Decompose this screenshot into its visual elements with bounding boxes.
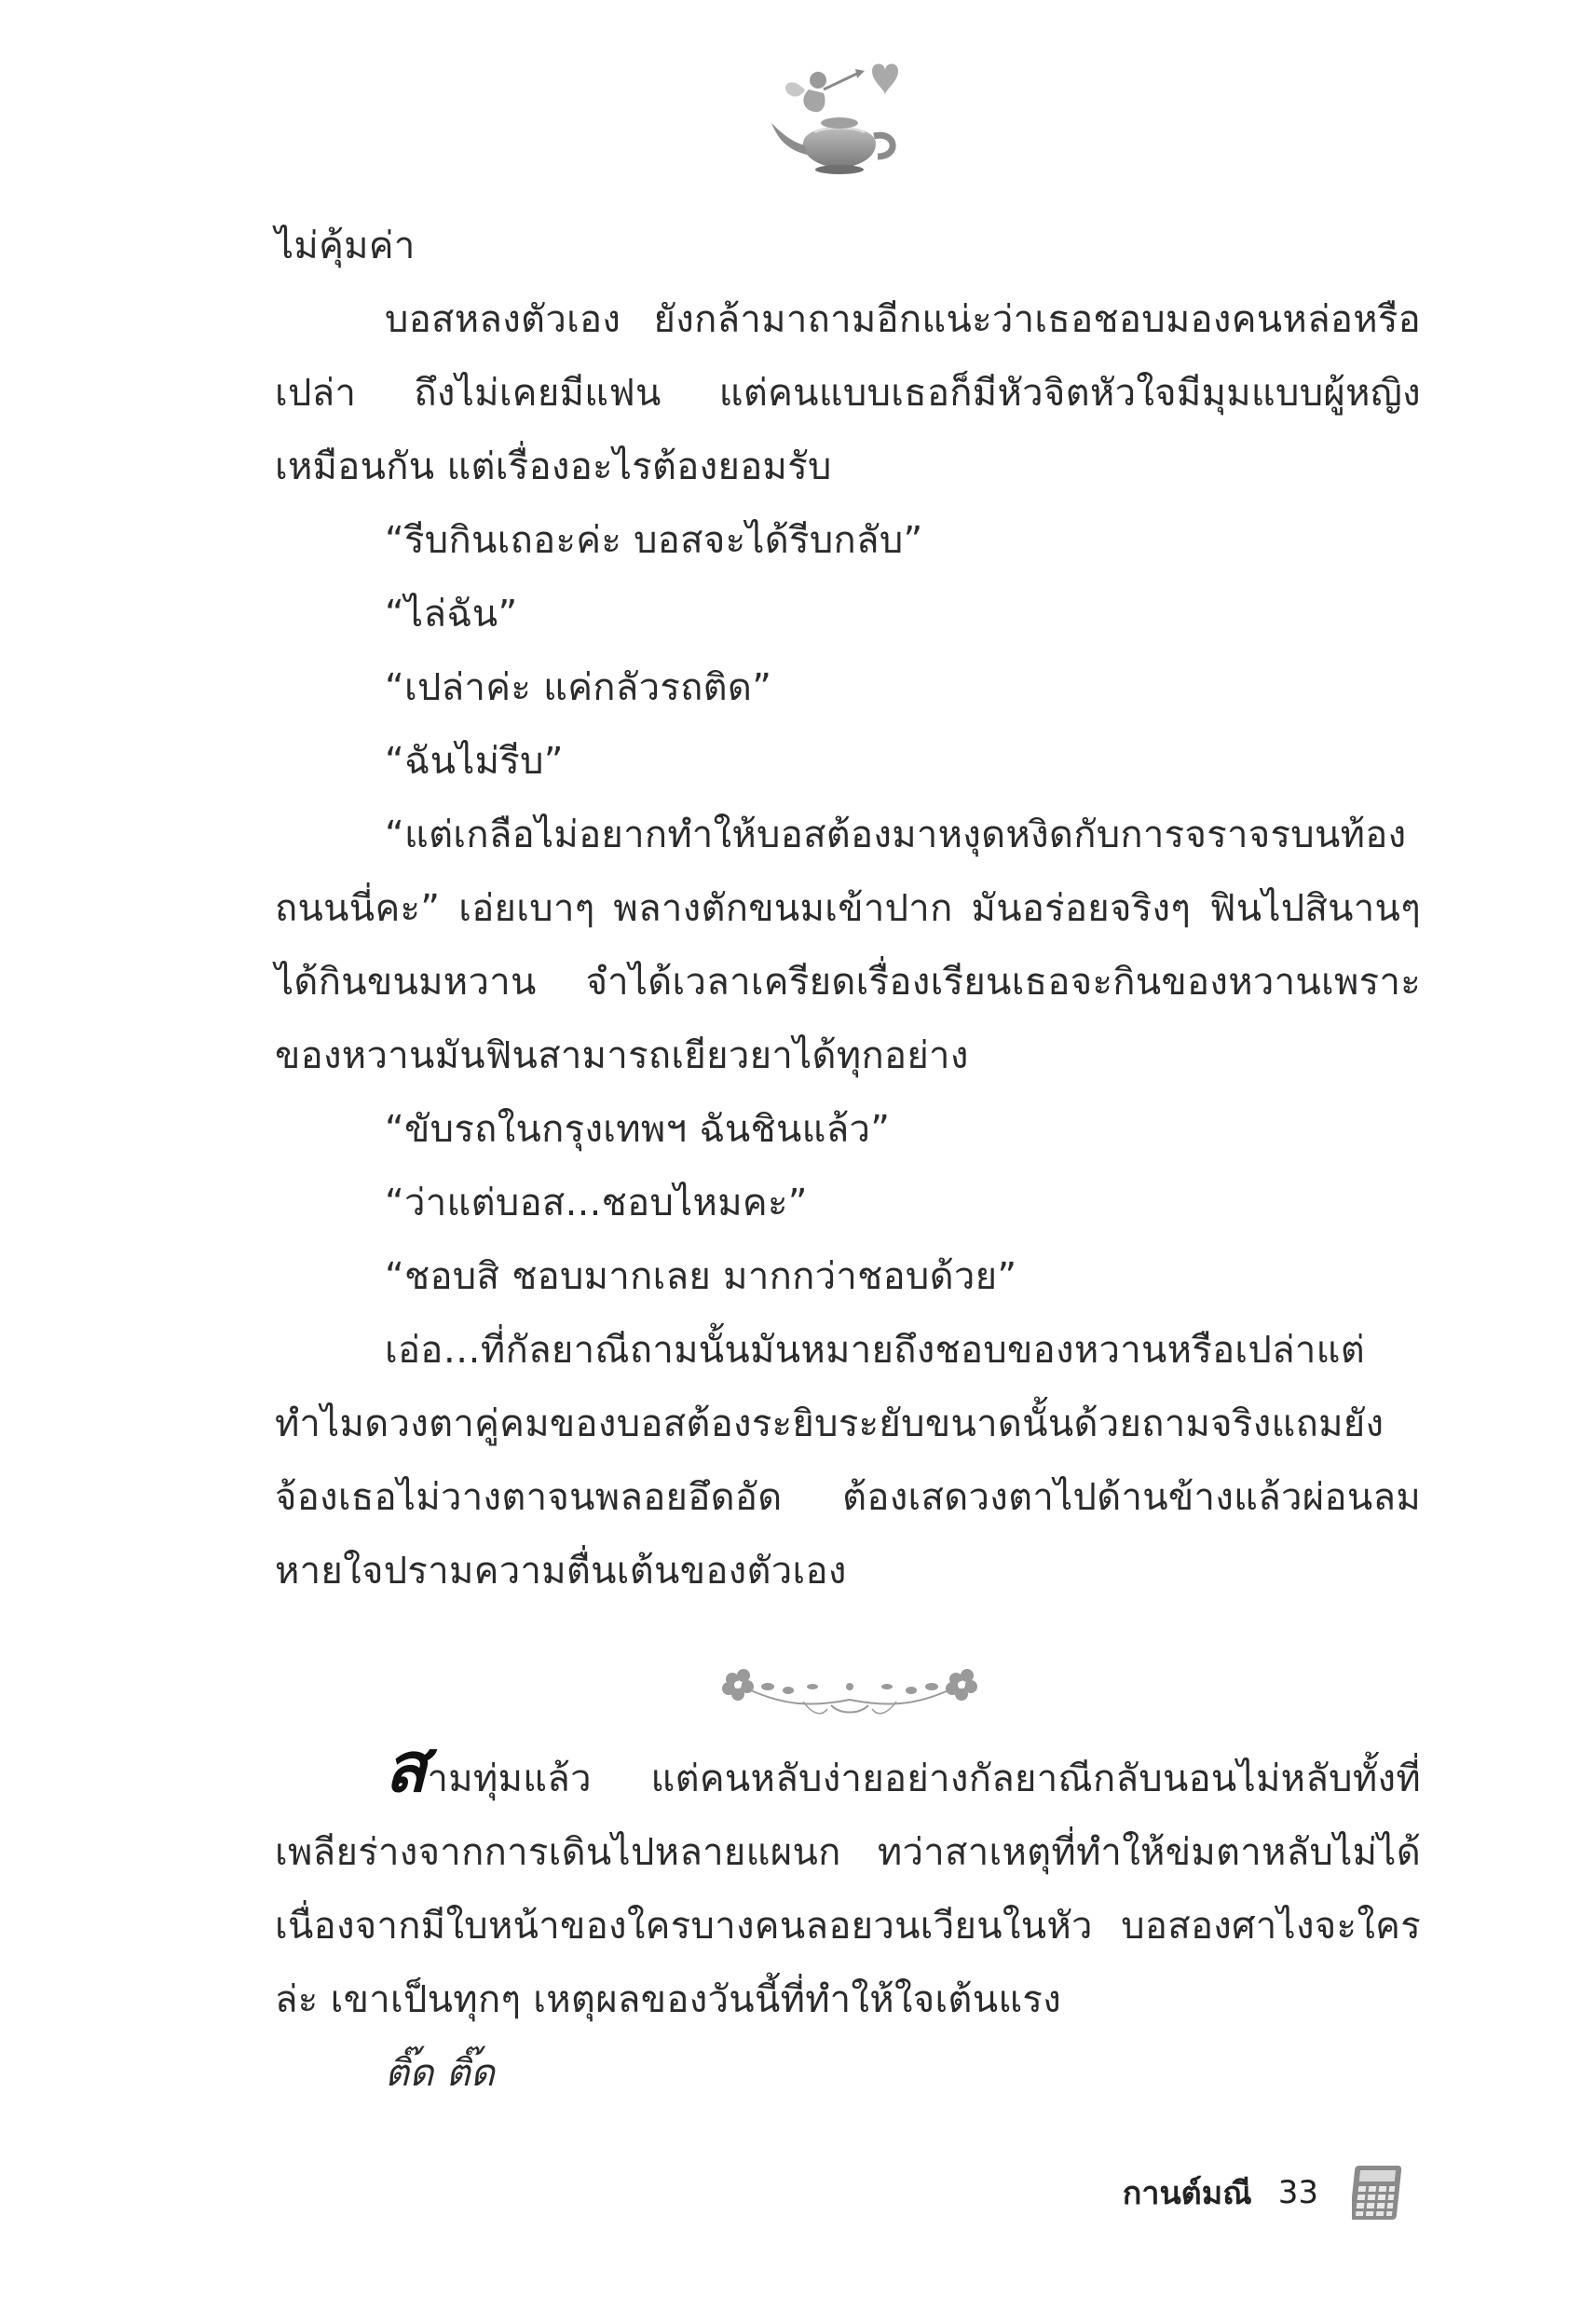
paragraph (275, 1728, 1421, 2037)
dialogue-line: “ไล่ฉัน” (385, 593, 518, 636)
paragraph-text: ามทุ่มแล้ว แต่คนหลับง่ายอย่างกัลยาณีกลับนอนไม่หลับทั้งที่เพลียร่างจากการเดินไปหลายแผนก ทว่าสาเหตุที่ทำให้ข่มตาหลับไม่ได้เนื่องจากมีใบหน้าของใครบางคนลอยวนเวียนในหัว บอสองศาไงจะใครล่ะ เขาเป็นทุกๆ เหตุผลของวันนี้ที่ทำให้ใจเต้นแรง (275, 1757, 1421, 2021)
sound-effect-line: ติ๊ด ติ๊ด (385, 2052, 496, 2095)
calculator-icon (1352, 2162, 1410, 2223)
paragraph: บอสหลงตัวเอง ยังกล้ามาถามอีกแน่ะว่าเธอชอบมองคนหล่อหรือเปล่า ถึงไม่เคยมีแฟน แต่คนแบบเธอก็มีหัวจิตหัวใจมีมุมแบบผู้หญิงเหมือนกัน แต่เรื่องอะไรต้องยอมรับ (275, 298, 1421, 488)
paragraph: ไม่คุ้มค่า (275, 225, 416, 267)
main-text-section-1 (275, 210, 1421, 1608)
dialogue-line: “ขับรถในกรุงเทพฯ ฉันชินแล้ว” (385, 1108, 891, 1151)
main-text-section-2 (275, 1728, 1421, 2111)
page-number: 33 (1277, 2174, 1318, 2211)
paragraph: “แต่เกลือไม่อยากทำให้บอสต้องมาหงุดหงิดกับการจราจรบนท้องถนนนี่คะ” เอ่ยเบาๆ พลางตักขนมเข้าปาก มันอร่อยจริงๆ ฟินไปสินานๆ ได้กินขนมหวาน จำได้เวลาเครียดเรื่องเรียนเธอจะกินของหวานเพราะของหวานมันฟินสามารถเยียวยาได้ทุกอย่าง (275, 814, 1421, 1077)
dialogue-line: “ฉันไม่รีบ” (385, 740, 564, 783)
teapot-cupid-ornament-icon (762, 52, 921, 183)
page-footer (1123, 2160, 1410, 2225)
paragraph: เอ่อ…ที่กัลยาณีถามนั้นมันหมายถึงชอบของหวานหรือเปล่าแต่ทำไมดวงตาคู่คมของบอสต้องระยิบระยับขนาดนั้นด้วยถามจริงแถมยังจ้องเธอไม่วางตาจนพลอยอึดอัด ต้องเสดวงตาไปด้านข้างแล้วผ่อนลมหายใจปรามความตื่นเต้นของตัวเอง (275, 1329, 1421, 1593)
floral-divider-icon (710, 1659, 989, 1724)
dialogue-line: “รีบกินเถอะค่ะ บอสจะได้รีบกลับ” (385, 519, 923, 562)
dialogue-line: “ว่าแต่บอส...ชอบไหมคะ” (385, 1182, 808, 1224)
dialogue-line: “ชอบสิ ชอบมากเลย มากกว่าชอบด้วย” (385, 1255, 1017, 1298)
drop-cap: ส (385, 1728, 428, 1808)
dialogue-line: “เปล่าค่ะ แค่กลัวรถติด” (385, 666, 772, 709)
author-name: กานต์มณี (1122, 2175, 1252, 2212)
